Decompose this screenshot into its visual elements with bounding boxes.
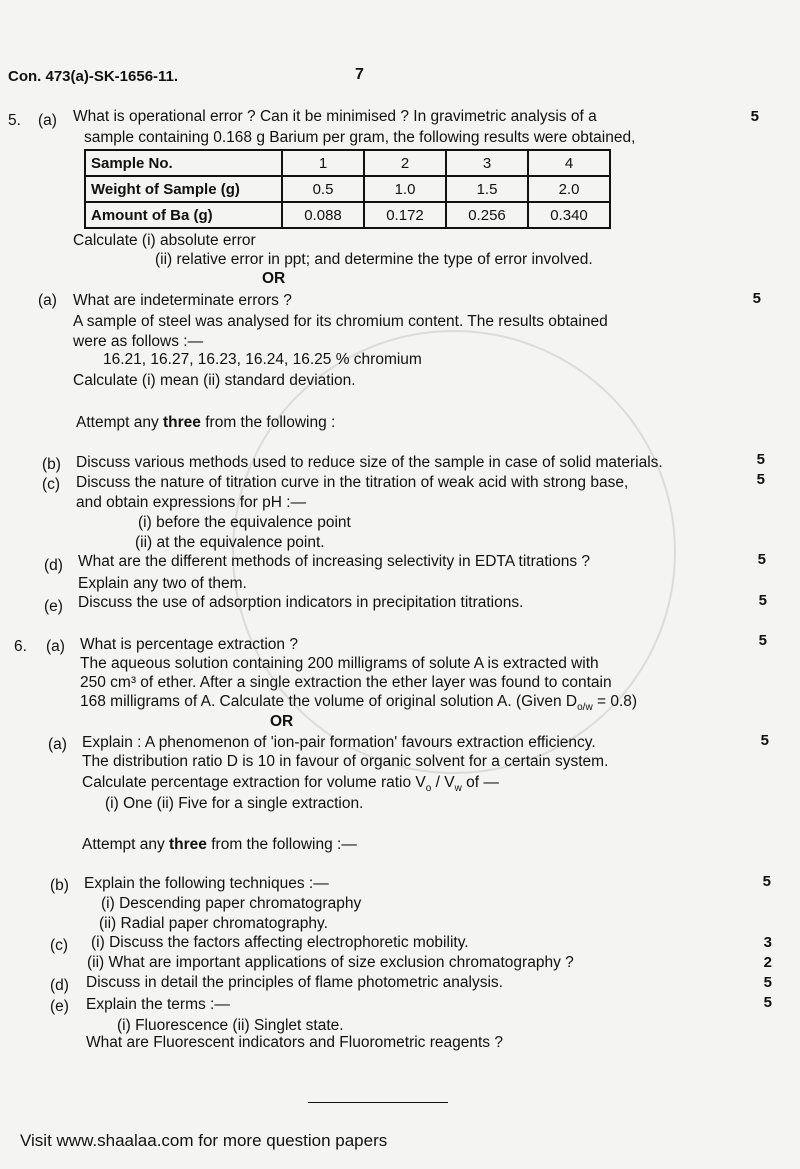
q6e-line1: Explain the terms :— [86, 996, 230, 1013]
q6a-alt-line3-end: of — [461, 774, 499, 791]
table-row-head: Sample No. [85, 150, 282, 176]
page-number: 7 [355, 66, 364, 83]
attempt-bold: three [169, 836, 207, 853]
q6a-line4-text: 168 milligrams of A. Calculate the volume of original solution A. (Given D [80, 693, 578, 710]
footer-text: Visit www.shaalaa.com for more question papers [20, 1131, 388, 1150]
q6a-alt-line3-mid: / V [431, 774, 455, 791]
attempt-text: Attempt any [76, 414, 164, 431]
q5c-label: (c) [42, 476, 61, 493]
q5a-alt-line5: Calculate (i) mean (ii) standard deviation. [73, 372, 356, 389]
q6e-marks: 5 [763, 994, 772, 1011]
q6-or: OR [270, 713, 294, 730]
q6-attempt [82, 836, 357, 854]
q6d-marks: 5 [763, 974, 772, 991]
q5a-line2: sample containing 0.168 g Barium per gram, the following results were obtained, [84, 129, 636, 146]
q6d-label: (d) [50, 977, 69, 994]
q5d-line1: What are the different methods of increasing selectivity in EDTA titrations ? [78, 553, 591, 570]
q5a-alt-line3: were as follows :— [73, 333, 204, 350]
q6a-alt-line2: The distribution ratio D is 10 in favour of organic solvent for a certain system. [82, 753, 609, 770]
q5c-line2: and obtain expressions for pH :— [76, 494, 307, 511]
attempt-text: from the following :— [206, 836, 357, 853]
table-row [85, 202, 610, 228]
table-cell: 3 [446, 150, 528, 176]
q6a-alt-line3 [82, 774, 499, 794]
q5d-label: (d) [44, 557, 63, 574]
q6a-line3: 250 cm³ of ether. After a single extraction the ether layer was found to contain [80, 674, 612, 691]
q5-attempt [76, 414, 335, 432]
q6c-line1: (i) Discuss the factors affecting electrophoretic mobility. [91, 934, 469, 951]
q6b-sub1: (i) Descending paper chromatography [101, 895, 362, 912]
q6a-line4-end: = 0.8) [592, 693, 638, 710]
sub-o: o [425, 783, 432, 795]
table-cell: 1.5 [446, 176, 528, 202]
q5b-label: (b) [42, 456, 61, 473]
table-cell: 0.340 [528, 202, 610, 228]
q5d-marks: 5 [757, 551, 766, 568]
q6b-label: (b) [50, 877, 69, 894]
q5c-marks: 5 [756, 471, 765, 488]
q6b-marks: 5 [762, 873, 771, 890]
q5a-calc1: Calculate (i) absolute error [73, 232, 256, 249]
q5b-marks: 5 [756, 451, 765, 468]
q5a-line1: What is operational error ? Can it be minimised ? In gravimetric analysis of a [73, 108, 597, 125]
q6a-alt-marks: 5 [760, 732, 769, 749]
table-cell: 0.172 [364, 202, 446, 228]
table-row-head: Amount of Ba (g) [85, 202, 282, 228]
q5e-label: (e) [44, 598, 63, 615]
q6a-line2: The aqueous solution containing 200 milligrams of solute A is extracted with [80, 655, 599, 672]
q6a-line4 [80, 693, 637, 713]
table-cell: 2.0 [528, 176, 610, 202]
attempt-bold: three [163, 414, 201, 431]
q6e-sub: (i) Fluorescence (ii) Singlet state. [117, 1017, 344, 1034]
q5b-text: Discuss various methods used to reduce size of the sample in case of solid materials. [76, 454, 663, 471]
q6e-line2: What are Fluorescent indicators and Fluorometric reagents ? [86, 1034, 503, 1051]
q6a-line4-sub: o/w [577, 702, 593, 714]
q6a-label: (a) [46, 638, 65, 655]
q6a-alt-line1: Explain : A phenomenon of 'ion-pair formation' favours extraction efficiency. [82, 734, 596, 751]
table-cell: 0.5 [282, 176, 364, 202]
q5c-sub2: (ii) at the equivalence point. [135, 534, 325, 551]
results-table [84, 149, 611, 229]
q5e-marks: 5 [758, 592, 767, 609]
q5a-alt-line4: 16.21, 16.27, 16.23, 16.24, 16.25 % chromium [103, 351, 422, 368]
q5a-label: (a) [38, 112, 57, 129]
table-row [85, 150, 610, 176]
table-row [85, 176, 610, 202]
table-cell: 1.0 [364, 176, 446, 202]
table-cell: 1 [282, 150, 364, 176]
q6b-line1: Explain the following techniques :— [84, 875, 329, 892]
end-rule [308, 1102, 448, 1103]
q5e-text: Discuss the use of adsorption indicators in precipitation titrations. [78, 594, 524, 611]
q5d-line2: Explain any two of them. [78, 575, 247, 592]
q6c-marks1: 3 [763, 934, 772, 951]
q6a-line1: What is percentage extraction ? [80, 636, 298, 653]
q6a-alt-line4: (i) One (ii) Five for a single extraction. [105, 795, 364, 812]
attempt-text: Attempt any [82, 836, 170, 853]
table-cell: 0.088 [282, 202, 364, 228]
q5-or: OR [262, 270, 286, 287]
table-cell: 2 [364, 150, 446, 176]
paper-code: Con. 473(a)-SK-1656-11. [8, 68, 179, 85]
q6e-label: (e) [50, 998, 69, 1015]
table-cell: 0.256 [446, 202, 528, 228]
q6a-marks: 5 [758, 632, 767, 649]
q5a-alt-line1: What are indeterminate errors ? [73, 292, 292, 309]
q5a-marks: 5 [750, 108, 759, 125]
q5a-alt-label: (a) [38, 292, 57, 309]
q6c-label: (c) [50, 937, 69, 954]
q6-number: 6. [14, 638, 27, 655]
q6a-alt-label: (a) [48, 736, 67, 753]
q6b-sub2: (ii) Radial paper chromatography. [99, 915, 328, 932]
q6d-text: Discuss in detail the principles of flame photometric analysis. [86, 974, 503, 991]
q5-number: 5. [8, 112, 21, 129]
sub-w: w [454, 783, 462, 795]
table-row-head: Weight of Sample (g) [85, 176, 282, 202]
q5a-alt-marks: 5 [752, 290, 761, 307]
q5c-line1: Discuss the nature of titration curve in the titration of weak acid with strong base, [76, 474, 629, 491]
q6c-line2: (ii) What are important applications of size exclusion chromatography ? [87, 954, 574, 971]
q6a-alt-line3-text: Calculate percentage extraction for volume ratio V [82, 774, 426, 791]
q5c-sub1: (i) before the equivalence point [138, 514, 351, 531]
q5a-calc2: (ii) relative error in ppt; and determine the type of error involved. [155, 251, 593, 268]
q6c-marks2: 2 [763, 954, 772, 971]
attempt-text: from the following : [200, 414, 336, 431]
table-cell: 4 [528, 150, 610, 176]
q5a-alt-line2: A sample of steel was analysed for its chromium content. The results obtained [73, 313, 608, 330]
